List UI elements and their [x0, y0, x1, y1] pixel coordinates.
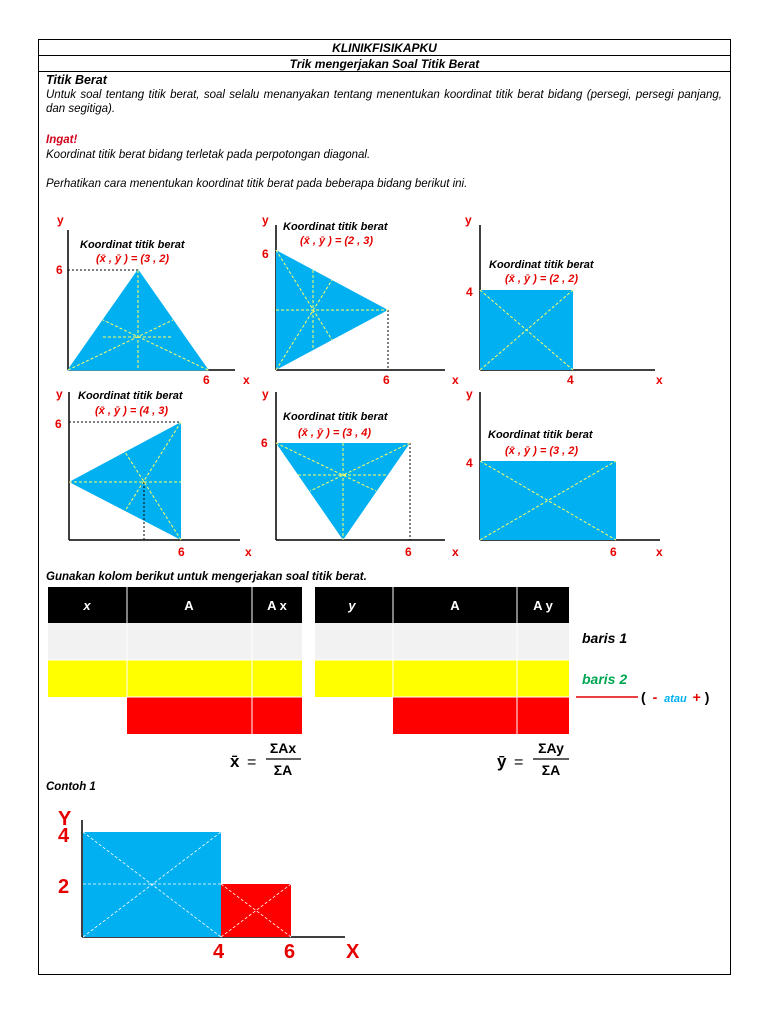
centroid-formula: (x̄ , ȳ ) = (3 , 2): [96, 253, 170, 265]
axis-y-label: y: [466, 387, 473, 401]
y-tick-4: 4: [58, 825, 70, 847]
axis-x-label: x: [452, 373, 459, 387]
section-heading: Titik Berat: [46, 73, 107, 87]
header-a: A: [450, 598, 460, 613]
remember-text: Koordinat titik berat bidang terletak pada perpotongan diagonal.: [46, 149, 371, 161]
document-subtitle: Trik mengerjakan Soal Titik Berat: [289, 57, 480, 71]
svg-text:ΣAy: ΣAy: [538, 740, 564, 756]
row2-label: baris 2: [582, 671, 628, 687]
axis-x-label: x: [243, 373, 250, 387]
y-tick: 4: [466, 456, 473, 470]
x-tick: 6: [405, 545, 412, 559]
x-tick: 6: [610, 545, 617, 559]
y-tick: 4: [466, 285, 473, 299]
svg-text:ΣA: ΣA: [273, 762, 293, 778]
y-tick: 6: [262, 247, 269, 261]
x-tick: 6: [178, 545, 185, 559]
red-rectangle: [221, 884, 291, 937]
centroid-caption: Koordinat titik berat: [283, 411, 388, 423]
axis-x-label: x: [452, 545, 459, 559]
svg-text:=: =: [514, 754, 524, 771]
axis-y-label: Y: [58, 808, 72, 830]
remember-label: Ingat!: [46, 134, 78, 146]
centroid-caption: Koordinat titik berat: [80, 239, 185, 251]
x-tick: 6: [203, 373, 210, 387]
header-ay: A y: [533, 598, 553, 613]
axis-x-label: x: [656, 373, 663, 387]
y-tick: 6: [261, 436, 268, 450]
centroid-caption: Koordinat titik berat: [283, 221, 388, 233]
svg-text:ΣA: ΣA: [541, 762, 561, 778]
axis-y-label: y: [465, 213, 472, 227]
header-x: x: [83, 598, 91, 613]
x-tick: 6: [383, 373, 390, 387]
centroid-formula: (x̄ , ȳ ) = (3 , 4): [298, 427, 372, 439]
document-title: KLINIKFISIKAPKU: [332, 41, 437, 55]
y-tick-2: 2: [58, 876, 70, 898]
centroid-caption: Koordinat titik berat: [489, 259, 594, 271]
centroid-caption: Koordinat titik berat: [488, 429, 593, 441]
svg-text:=: =: [247, 754, 257, 771]
x-tick-4: 4: [213, 941, 225, 963]
intro-paragraph: Untuk soal tentang titik berat, soal selalu menanyakan tentang menentukan koordinat titik berat bidang (persegi, persegi panjang, dan segitiga).: [46, 89, 722, 115]
operation-hint: ( - atau + ): [641, 689, 710, 705]
axis-y-label: y: [57, 213, 64, 227]
axis-x-label: x: [656, 545, 663, 559]
example-heading: Contoh 1: [46, 781, 96, 793]
table-heading: Gunakan kolom berikut untuk mengerjakan soal titik berat.: [46, 571, 367, 583]
axis-x-label: x: [245, 545, 252, 559]
row1-label: baris 1: [582, 630, 628, 646]
x-tick-6: 6: [284, 941, 296, 963]
header-a: A: [184, 598, 194, 613]
y-tick: 6: [56, 263, 63, 277]
instruction-text: Perhatikan cara menentukan koordinat titik berat pada beberapa bidang berikut ini.: [46, 178, 468, 190]
svg-text:ȳ: ȳ: [497, 752, 507, 771]
header-y: y: [348, 598, 356, 613]
svg-text:x̄: x̄: [230, 752, 240, 771]
centroid-formula: (x̄ , ȳ ) = (2 , 2): [505, 273, 579, 285]
axis-x-label: X: [346, 941, 360, 963]
svg-text:ΣAx: ΣAx: [269, 740, 297, 756]
y-tick: 6: [55, 417, 62, 431]
axis-y-label: y: [56, 387, 63, 401]
centroid-formula: (x̄ , ȳ ) = (2 , 3): [300, 235, 374, 247]
axis-y-label: y: [262, 387, 269, 401]
centroid-caption: Koordinat titik berat: [78, 390, 183, 402]
centroid-formula: (x̄ , ȳ ) = (3 , 2): [505, 445, 579, 457]
centroid-formula: (x̄ , ȳ ) = (4 , 3): [95, 405, 169, 417]
axis-y-label: y: [262, 213, 269, 227]
x-tick: 4: [567, 373, 574, 387]
header-ax: A x: [267, 598, 287, 613]
